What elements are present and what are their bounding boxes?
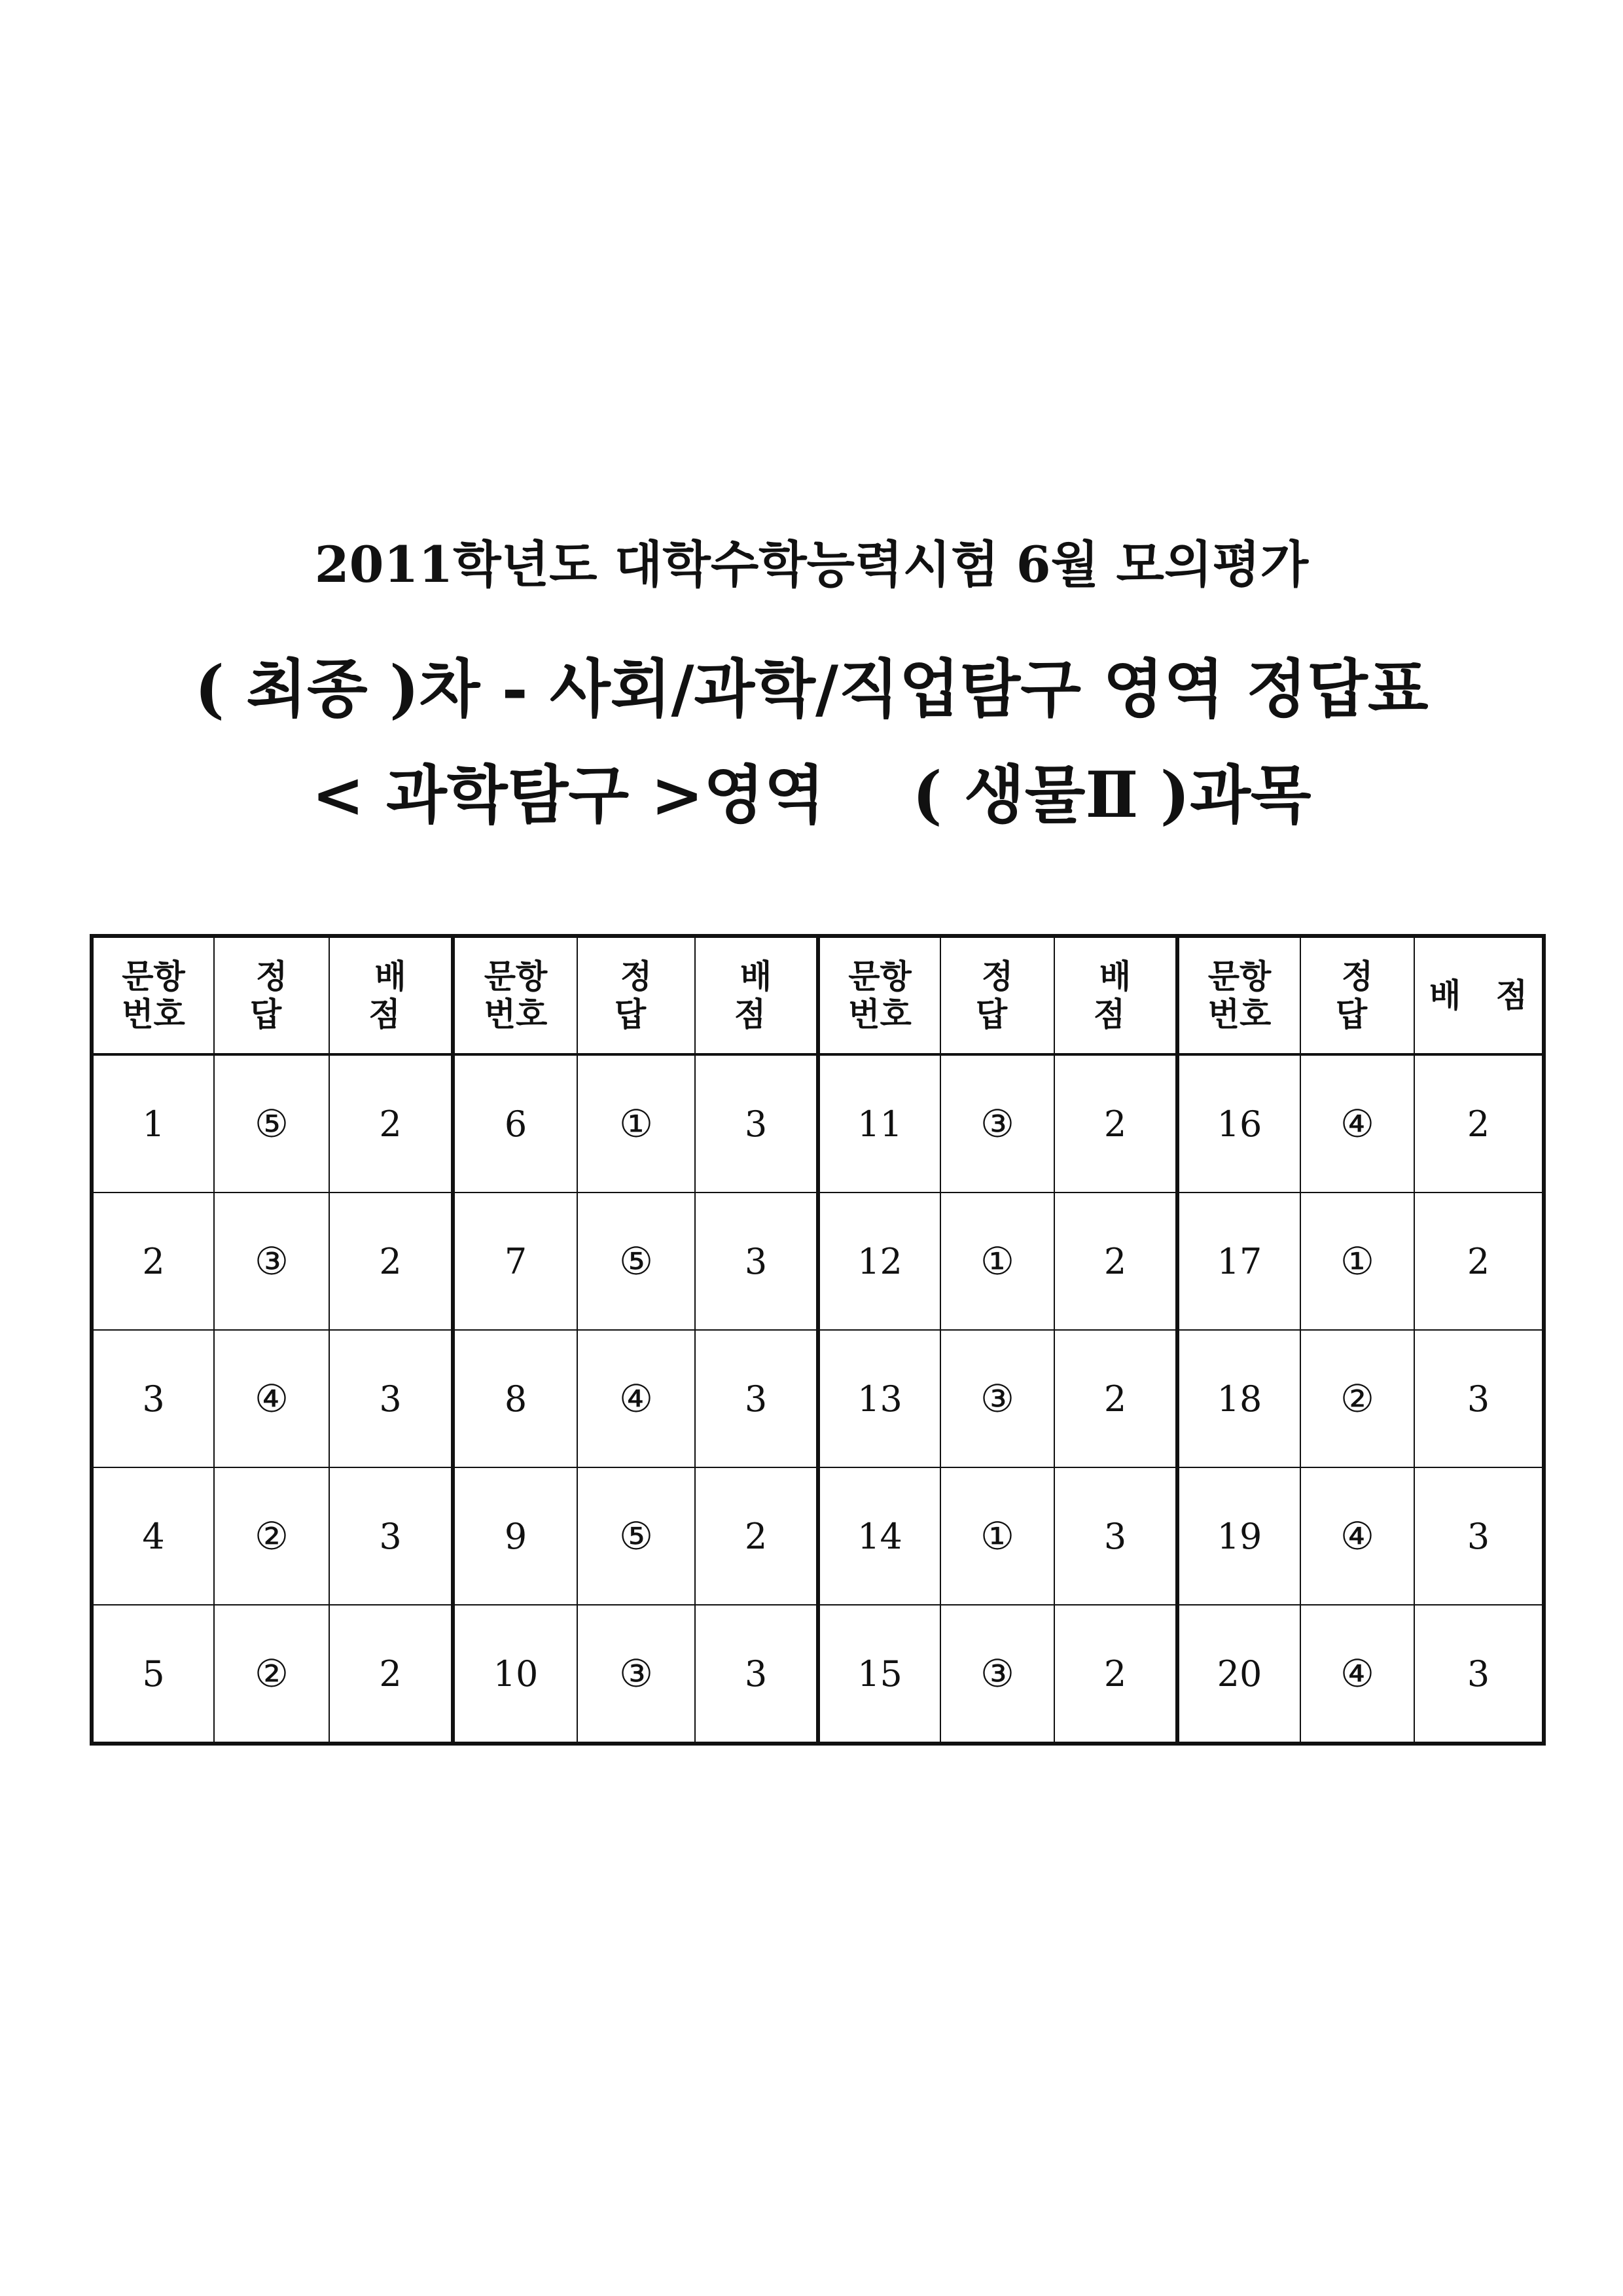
answer-cell: ④ [1300, 1054, 1414, 1193]
header-answer: 정 답 [1300, 936, 1414, 1054]
points-cell: 2 [1054, 1054, 1177, 1193]
question-number-cell: 18 [1177, 1330, 1300, 1467]
answer-cell: ③ [940, 1054, 1054, 1193]
question-number-cell: 17 [1177, 1193, 1300, 1330]
answer-cell: ⑤ [577, 1193, 695, 1330]
header-points: 배 점 [1414, 936, 1544, 1054]
answer-cell: ② [214, 1467, 329, 1605]
answer-cell: ④ [1300, 1467, 1414, 1605]
header-question-number: 문항 번호 [92, 936, 214, 1054]
points-cell: 2 [695, 1467, 818, 1605]
table-row [92, 1605, 1544, 1744]
question-number-cell: 8 [453, 1330, 577, 1467]
question-number-cell: 10 [453, 1605, 577, 1744]
question-number-cell: 1 [92, 1054, 214, 1193]
question-number-cell: 13 [818, 1330, 940, 1467]
question-number-cell: 16 [1177, 1054, 1300, 1193]
question-number-cell: 3 [92, 1330, 214, 1467]
answer-cell: ① [1300, 1193, 1414, 1330]
table-row [92, 1193, 1544, 1330]
table-row [92, 1054, 1544, 1193]
answer-cell: ① [940, 1193, 1054, 1330]
points-cell: 3 [695, 1054, 818, 1193]
exam-title: 2011학년도 대학수학능력시험 6월 모의평가 [314, 535, 1309, 594]
header-question-number: 문항 번호 [818, 936, 940, 1054]
header-points: 배 점 [1054, 936, 1177, 1054]
points-cell: 2 [329, 1605, 453, 1744]
header-question-number: 문항 번호 [1177, 936, 1300, 1054]
points-cell: 3 [695, 1605, 818, 1744]
answer-cell: ④ [577, 1330, 695, 1467]
question-number-cell: 12 [818, 1193, 940, 1330]
header-answer: 정 답 [940, 936, 1054, 1054]
points-cell: 3 [1414, 1467, 1544, 1605]
question-number-cell: 6 [453, 1054, 577, 1193]
answer-cell: ⑤ [214, 1054, 329, 1193]
answer-cell: ③ [940, 1605, 1054, 1744]
answer-cell: ② [1300, 1330, 1414, 1467]
answer-cell: ④ [214, 1330, 329, 1467]
question-number-cell: 14 [818, 1467, 940, 1605]
answer-key-table [90, 934, 1546, 1746]
question-number-cell: 15 [818, 1605, 940, 1744]
points-cell: 3 [329, 1330, 453, 1467]
question-number-cell: 4 [92, 1467, 214, 1605]
answer-cell: ① [577, 1054, 695, 1193]
answer-cell: ③ [940, 1330, 1054, 1467]
header-row [92, 936, 1544, 1054]
question-number-cell: 9 [453, 1467, 577, 1605]
answer-cell: ④ [1300, 1605, 1414, 1744]
points-cell: 3 [1414, 1605, 1544, 1744]
header-answer: 정 답 [577, 936, 695, 1054]
points-cell: 3 [695, 1330, 818, 1467]
answer-rows [92, 1054, 1544, 1744]
question-number-cell: 7 [453, 1193, 577, 1330]
points-cell: 3 [329, 1467, 453, 1605]
points-cell: 3 [1414, 1330, 1544, 1467]
answer-cell: ① [940, 1467, 1054, 1605]
points-cell: 2 [1414, 1054, 1544, 1193]
question-number-cell: 20 [1177, 1605, 1300, 1744]
answer-cell: ③ [214, 1193, 329, 1330]
answer-sheet-title: ( 최종 )차 - 사회/과학/직업탐구 영역 정답표 [194, 652, 1429, 726]
header-answer: 정 답 [214, 936, 329, 1054]
question-number-cell: 2 [92, 1193, 214, 1330]
points-cell: 2 [1054, 1330, 1177, 1467]
table-row [92, 1330, 1544, 1467]
answer-cell: ⑤ [577, 1467, 695, 1605]
points-cell: 2 [1054, 1605, 1177, 1744]
points-cell: 2 [1054, 1193, 1177, 1330]
points-cell: 3 [1054, 1467, 1177, 1605]
table-row [92, 1467, 1544, 1605]
header-points: 배 점 [695, 936, 818, 1054]
answer-cell: ③ [577, 1605, 695, 1744]
points-cell: 3 [695, 1193, 818, 1330]
question-number-cell: 11 [818, 1054, 940, 1193]
header-question-number: 문항 번호 [453, 936, 577, 1054]
subject-title: < 과학탐구 >영역 ( 생물Ⅱ )과목 [312, 758, 1311, 832]
question-number-cell: 5 [92, 1605, 214, 1744]
answer-cell: ② [214, 1605, 329, 1744]
points-cell: 2 [329, 1054, 453, 1193]
points-cell: 2 [329, 1193, 453, 1330]
points-cell: 2 [1414, 1193, 1544, 1330]
question-number-cell: 19 [1177, 1467, 1300, 1605]
header-points: 배 점 [329, 936, 453, 1054]
